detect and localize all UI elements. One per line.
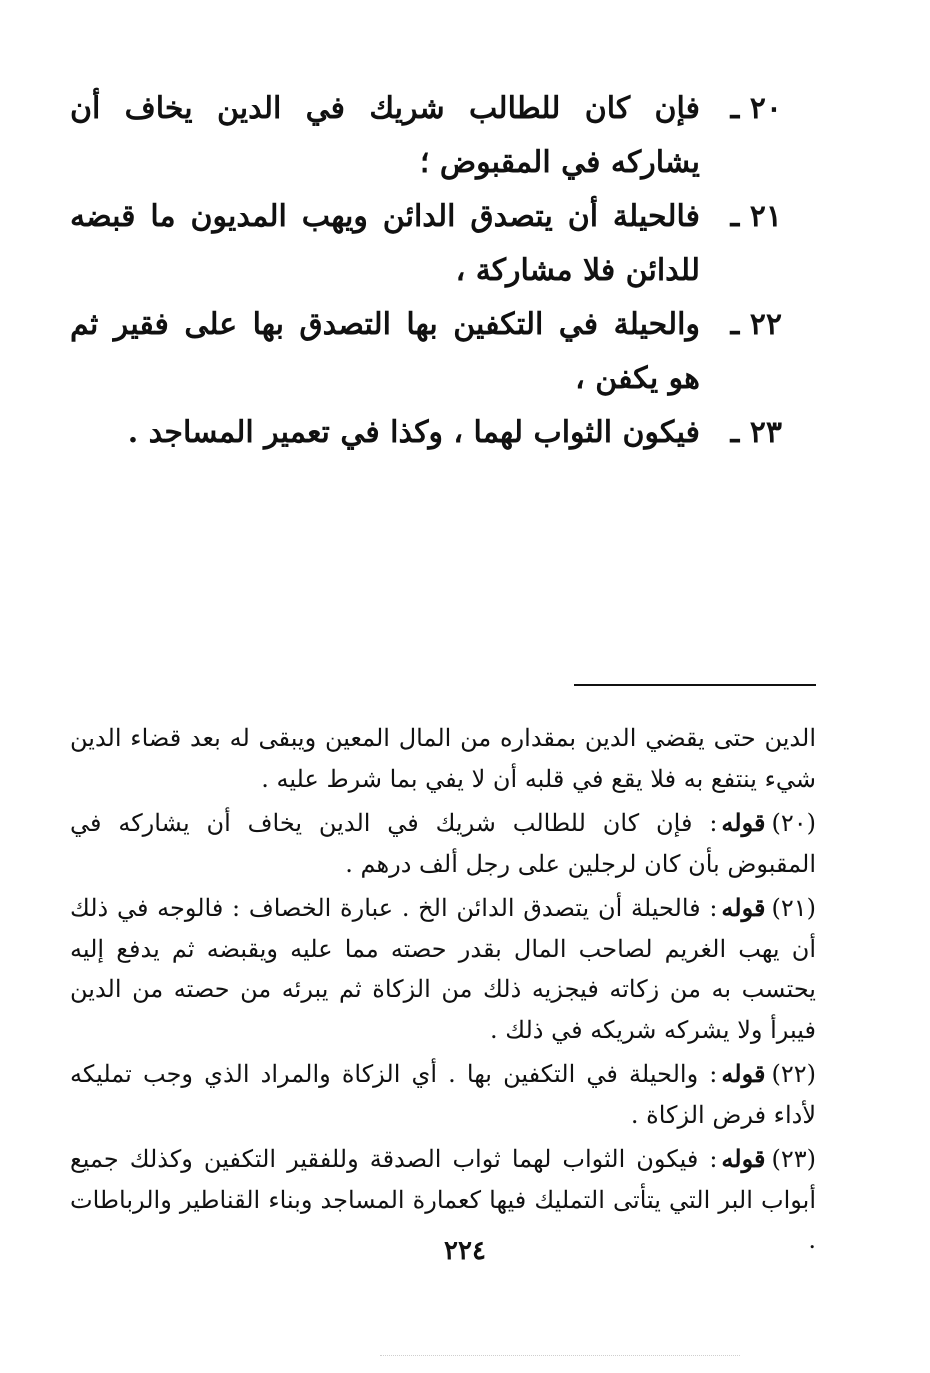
item-number: ٢١ ـ: [730, 199, 782, 234]
footnote-item: [70, 888, 816, 1050]
main-text-block: [70, 82, 782, 460]
footnote-number: (٢١): [771, 894, 816, 922]
main-item: [70, 82, 782, 190]
footnote-text: : فالحيلة أن يتصدق الدائن الخ . عبارة الخصاف : فالوجه في ذلك أن يهب الغريم لصاحب المال بقدر حصته مما عليه ويقبضه ثم يدفع إليه يحتسب به من زكاته فيجزيه ذلك من الزكاة ثم يبرئه من حصته من الدين فيبرأ ولا يشركه شريكه في ذلك .: [70, 894, 816, 1044]
main-item: [70, 406, 782, 460]
footnote-separator: [574, 684, 816, 686]
footnote-number: (٢٠): [771, 809, 816, 837]
footnote-keyword: قوله: [721, 893, 766, 922]
item-number: ٢٢ ـ: [730, 307, 782, 342]
item-number: ٢٣ ـ: [730, 415, 782, 450]
footnote-continuation: الدين حتى يقضي الدين بمقداره من المال المعين ويبقى له بعد قضاء الدين شيء ينتفع به فلا يقع في قلبه أن لا يفي بما شرط عليه .: [70, 724, 816, 793]
footnote-item: [70, 803, 816, 884]
footnote-text: : والحيلة في التكفين بها . أي الزكاة والمراد الذي وجب تمليكه لأداء فرض الزكاة .: [70, 1060, 816, 1129]
footnote-keyword: قوله: [721, 1059, 766, 1088]
item-number: ٢٠ ـ: [730, 91, 782, 126]
footnote-keyword: قوله: [721, 1144, 766, 1173]
footnote-item: [70, 1054, 816, 1135]
item-text: فإن كان للطالب شريك في الدين يخاف أن يشاركه في المقبوض ؛: [70, 91, 700, 180]
main-item: [70, 298, 782, 406]
main-item: [70, 190, 782, 298]
item-text: والحيلة في التكفين بها التصدق بها على فقير ثم هو يكفن ،: [70, 307, 700, 396]
footnote-number: (٢٣): [771, 1145, 816, 1173]
footnote-keyword: قوله: [721, 808, 766, 837]
footnote-text: : فيكون الثواب لهما ثواب الصدقة وللفقير التكفين وكذلك جميع أبواب البر التي يتأتى التمليك فيها كعمارة المساجد وبناء القناطير والرباطات .: [70, 1145, 816, 1254]
item-text: فالحيلة أن يتصدق الدائن ويهب المديون ما قبضه للدائن فلا مشاركة ،: [70, 199, 700, 288]
item-text: فيكون الثواب لهما ، وكذا في تعمير المساجد .: [127, 415, 700, 450]
footnote-text: : فإن كان للطالب شريك في الدين يخاف أن يشاركه في المقبوض بأن كان لرجلين على رجل ألف درهم .: [70, 809, 816, 878]
page-number: ٢٢٤: [444, 1236, 486, 1266]
footnotes-block: [70, 718, 816, 1265]
footnote-number: (٢٢): [771, 1060, 816, 1088]
scan-artifact: [380, 1355, 740, 1360]
